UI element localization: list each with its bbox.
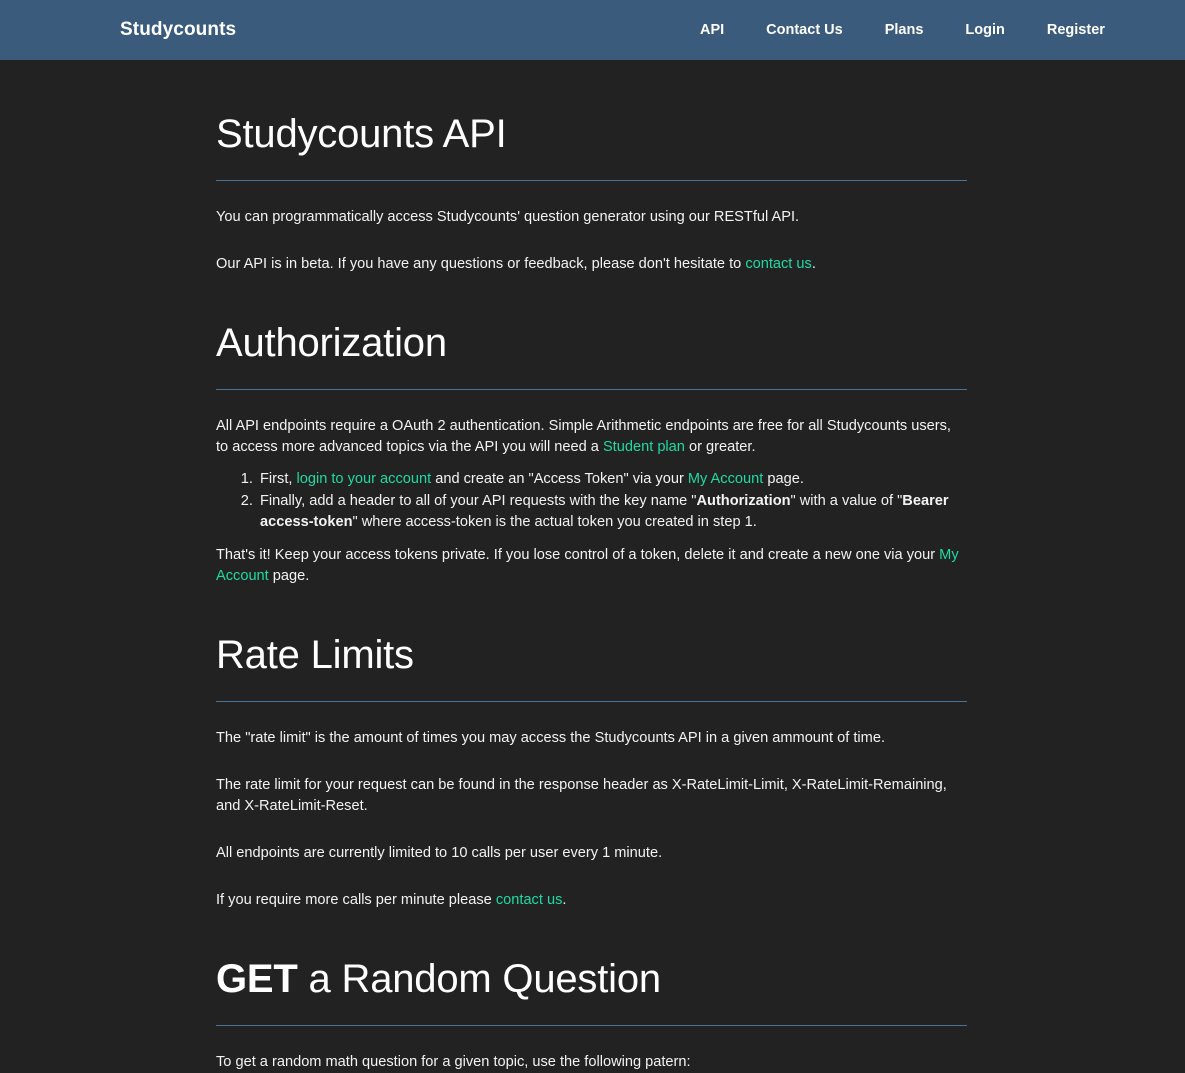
intro-p2-text-before: Our API is in beta. If you have any questions or feedback, please don't hesitate to (216, 256, 746, 272)
contact-us-link-rate-limits[interactable]: contact us (495, 892, 563, 908)
authorization-step-1 (257, 469, 967, 490)
rate-limits-p4-before: If you require more calls per minute please (216, 892, 496, 908)
authorization-intro-after: or greater. (684, 439, 756, 455)
login-to-your-account-link[interactable]: login to your account (296, 471, 432, 487)
student-plan-link[interactable]: Student plan (602, 439, 685, 455)
step2-bold-bearer-token: Bearer access-token (260, 493, 949, 530)
step2-part1: Finally, add a header to all of your API requests with the key name " (260, 493, 697, 509)
rate-limits-p4-after: . (562, 892, 567, 908)
intro-p2-text-after: . (811, 256, 816, 272)
step1-part3: page. (763, 471, 804, 487)
step2-part2: " with a value of " (790, 493, 903, 509)
step2-part3: " where access-token is the actual token you created in step 1. (352, 514, 757, 530)
authorization-outro-after: page. (268, 568, 310, 584)
step1-part1: First, (260, 471, 297, 487)
get-heading-rest: a Random Question (297, 957, 661, 1001)
authorization-heading: Authorization (216, 321, 447, 365)
nav-links (700, 22, 1126, 38)
nav-link-api[interactable]: API (700, 22, 725, 38)
authorization-outro (216, 545, 967, 587)
my-account-link-outro[interactable]: My Account (216, 547, 959, 584)
brand-logo[interactable]: Studycounts (120, 19, 237, 40)
intro-paragraph-1: You can programmatically access Studycounts' question generator using our RESTful API. (216, 209, 800, 225)
rate-limits-paragraph-4 (216, 890, 967, 911)
nav-link-contact-us[interactable]: Contact Us (766, 22, 843, 38)
page-title: Studycounts API (216, 112, 507, 156)
content-container (216, 110, 967, 1073)
rate-limits-heading: Rate Limits (216, 633, 414, 677)
top-navbar (0, 0, 1185, 60)
authorization-outro-before: That's it! Keep your access tokens private. If you lose control of a token, delete it and create a new one via your (216, 547, 940, 563)
step2-bold-authorization: Authorization (696, 493, 791, 509)
nav-link-login[interactable]: Login (965, 22, 1005, 38)
authorization-intro-before: All API endpoints require a OAuth 2 authentication. Simple Arithmetic endpoints are free for all Studycounts users, to access more advanced topics via the API you will need a (216, 418, 951, 455)
contact-us-link-intro[interactable]: contact us (745, 256, 812, 272)
rate-limits-paragraph-1: The "rate limit" is the amount of times you may access the Studycounts API in a given ammount of time. (216, 730, 886, 746)
nav-link-register[interactable]: Register (1046, 22, 1105, 38)
authorization-step-2 (257, 491, 967, 533)
intro-paragraph-2 (216, 254, 967, 275)
step1-part2: and create an "Access Token" via your (431, 471, 688, 487)
page-content (0, 60, 1185, 1073)
nav-link-plans[interactable]: Plans (884, 22, 924, 38)
get-method-label: GET (216, 957, 298, 1001)
my-account-link-step1[interactable]: My Account (687, 471, 764, 487)
get-random-question-paragraph-1: To get a random math question for a given topic, use the following patern: (216, 1054, 691, 1070)
authorization-steps (216, 469, 967, 533)
get-random-question-heading (216, 955, 967, 1003)
authorization-intro (216, 416, 967, 458)
rate-limits-paragraph-3: All endpoints are currently limited to 10 calls per user every 1 minute. (216, 845, 663, 861)
rate-limits-paragraph-2: The rate limit for your request can be found in the response header as X-RateLimit-Limit, X-RateLimit-Remaining, and X-RateLimit-Reset. (216, 777, 947, 814)
